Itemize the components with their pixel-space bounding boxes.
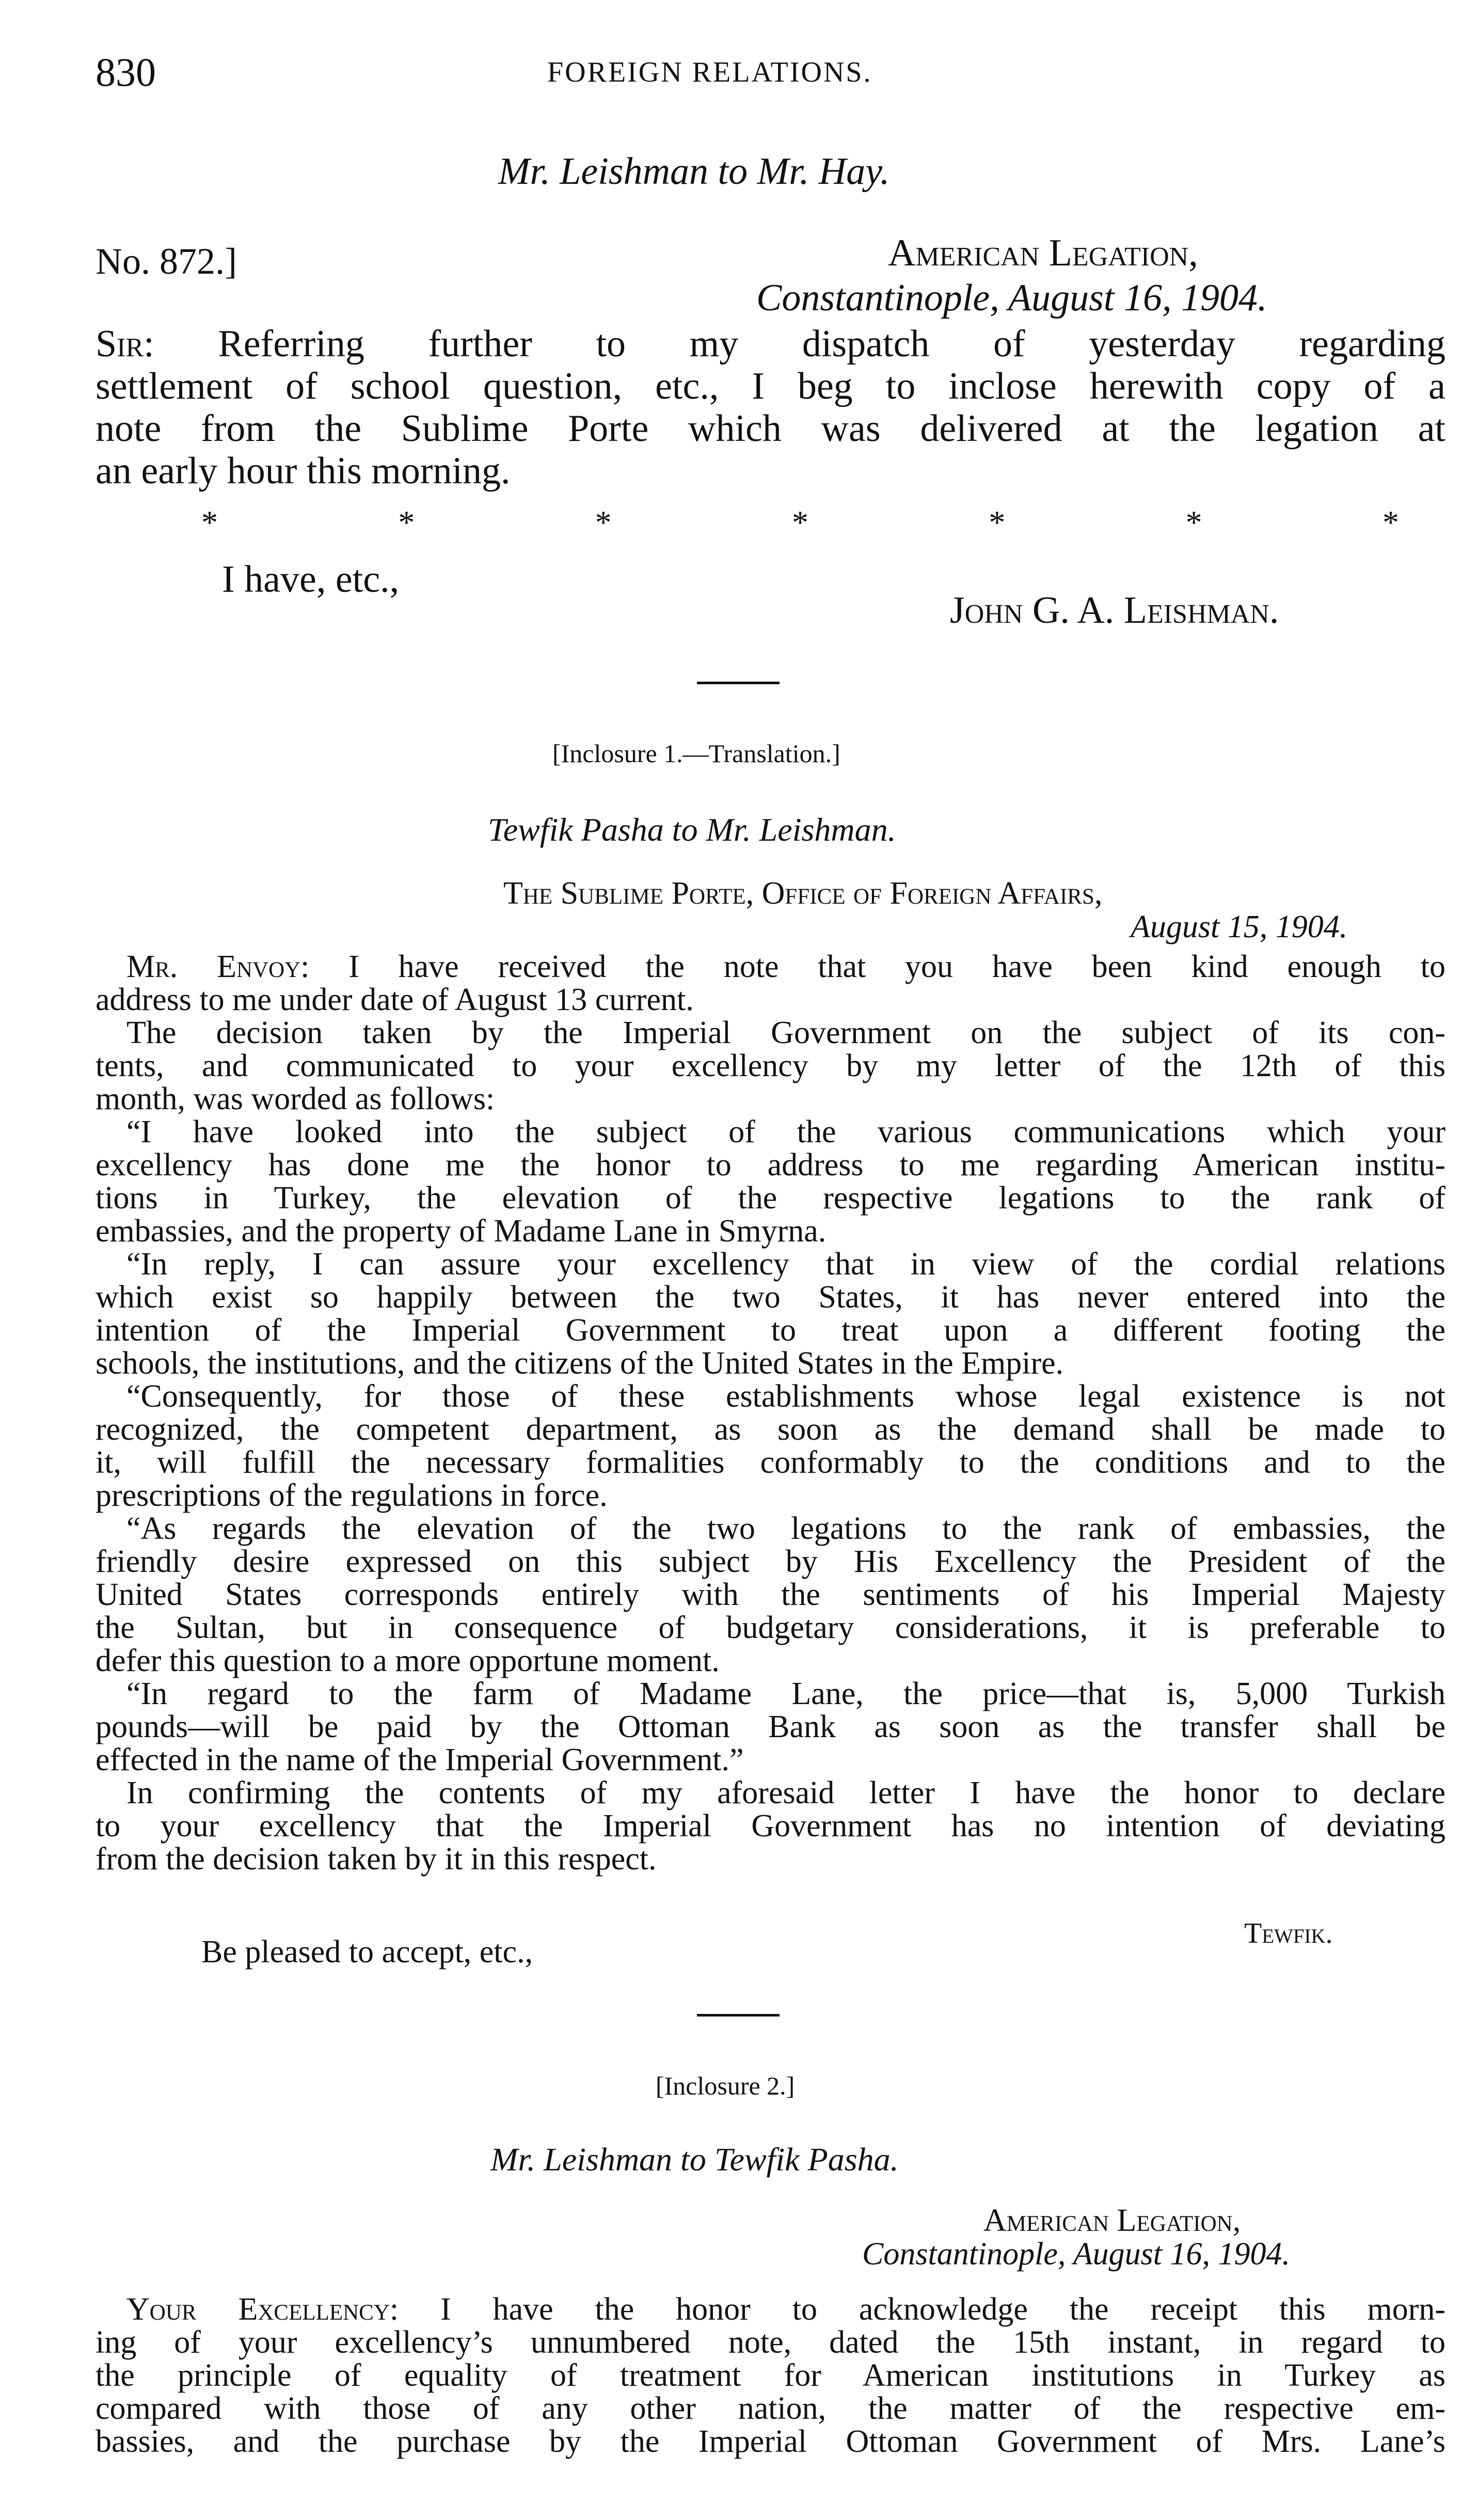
salutation: Mr. Envoy: <box>126 949 310 984</box>
body-line: schools, the institutions, and the citizens of the United States in the Empire. <box>96 1346 1064 1381</box>
closing: Be pleased to accept, etc., <box>201 1934 533 1970</box>
closing: I have, etc., <box>222 558 400 601</box>
star: * <box>398 504 415 541</box>
body-line: recognized, the competent department, as soon as the demand shall be made to <box>96 1412 1445 1447</box>
body-line: I have received the note that you have been kind enough to <box>348 949 1446 984</box>
body-line: pounds—will be paid by the Ottoman Bank as soon as the transfer shall be <box>96 1709 1445 1744</box>
body-line: embassies, and the property of Madame Lane in Smyrna. <box>96 1214 827 1249</box>
body-line: prescriptions of the regulations in force. <box>96 1478 608 1513</box>
body-line: “In reply, I can assure your excellency that in view of the cordial relations <box>126 1247 1445 1282</box>
body-line: “As regards the elevation of the two legations to the rank of embassies, the <box>126 1511 1445 1546</box>
body-line: In confirming the contents of my aforesaid letter I have the honor to declare <box>126 1775 1445 1810</box>
body-line: settlement of school question, etc., I beg to inclose herewith copy of a <box>96 365 1445 407</box>
inclosure-dateline: August 15, 1904. <box>1131 909 1348 944</box>
body-line: the principle of equality of treatment for American institutions in Turkey as <box>96 2358 1445 2393</box>
body-line: friendly desire expressed on this subject by His Excellency the President of the <box>96 1544 1445 1579</box>
body-line: “I have looked into the subject of the various communications which your <box>126 1114 1445 1149</box>
salutation: Sir: <box>96 323 154 365</box>
salutation: Your Excellency: <box>126 2292 399 2327</box>
dispatch-number: No. 872.] <box>96 241 237 282</box>
letter-heading: Mr. Leishman to Mr. Hay. <box>498 150 890 193</box>
porte-line: The Sublime Porte, Office of Foreign Affairs, <box>503 876 1103 911</box>
body-line: tions in Turkey, the elevation of the respective legations to the rank of <box>96 1180 1445 1216</box>
ellipsis-stars <box>201 503 1399 542</box>
star: * <box>201 504 218 541</box>
body-line: month, was worded as follows: <box>96 1081 495 1116</box>
body-line: to your excellency that the Imperial Government has no intention of deviating <box>96 1808 1445 1844</box>
legation-line: American Legation, <box>888 232 1198 274</box>
star: * <box>989 504 1006 541</box>
section-rule <box>697 2014 780 2017</box>
body-line: excellency has done me the honor to address to me regarding American institu- <box>96 1147 1445 1183</box>
inclosure-label: [Inclosure 2.] <box>656 2071 795 2100</box>
legation-line: American Legation, <box>983 2203 1241 2238</box>
inclosure-heading: Mr. Leishman to Tewfik Pasha. <box>490 2141 899 2178</box>
body-line: I have the honor to acknowledge the receipt this morn- <box>440 2292 1446 2327</box>
body-line: “Consequently, for those of these establishments whose legal existence is not <box>126 1379 1445 1414</box>
body-line: intention of the Imperial Government to treat upon a different footing the <box>96 1313 1445 1348</box>
star: * <box>1382 504 1399 541</box>
inclosure-body <box>96 950 1445 1876</box>
body-line: compared with those of any other nation, the matter of the respective em- <box>96 2391 1445 2426</box>
section-rule <box>697 682 780 684</box>
body-line: United States corresponds entirely with the sentiments of his Imperial Majesty <box>96 1577 1445 1612</box>
body-line: the Sultan, but in consequence of budgetary considerations, it is preferable to <box>96 1610 1445 1645</box>
signature: Tewfik. <box>1244 1917 1333 1949</box>
body-line: The decision taken by the Imperial Government on the subject of its con- <box>126 1015 1445 1050</box>
body-line: “In regard to the farm of Madame Lane, the price—that is, 5,000 Turkish <box>126 1676 1445 1711</box>
body-line: note from the Sublime Porte which was delivered at the legation at <box>96 407 1445 450</box>
body-line: bassies, and the purchase by the Imperial Ottoman Government of Mrs. Lane’s <box>96 2424 1445 2459</box>
inclosure-label: [Inclosure 1.—Translation.] <box>552 739 840 768</box>
body-line: tents, and communicated to your excellency by my letter of the 12th of this <box>96 1048 1445 1083</box>
body-line: effected in the name of the Imperial Government.” <box>96 1742 744 1777</box>
body-line: an early hour this morning. <box>96 450 511 492</box>
inclosure-body <box>96 2293 1445 2458</box>
body-line: address to me under date of August 13 current. <box>96 982 694 1017</box>
signature: John G. A. Leishman. <box>950 589 1279 632</box>
page-number: 830 <box>96 50 156 94</box>
star: * <box>791 504 808 541</box>
body-line: defer this question to a more opportune moment. <box>96 1643 720 1678</box>
body-line: Referring further to my dispatch of yesterday regarding <box>218 323 1445 365</box>
inclosure-dateline: Constantinople, August 16, 1904. <box>862 2236 1291 2272</box>
inclosure-heading: Tewfik Pasha to Mr. Leishman. <box>488 811 896 848</box>
body-line: from the decision taken by it in this respect. <box>96 1841 657 1877</box>
body-line: it, will fulfill the necessary formalities conformably to the conditions and to the <box>96 1445 1445 1480</box>
running-title: FOREIGN RELATIONS. <box>547 56 872 88</box>
body-line: which exist so happily between the two States, it has never entered into the <box>96 1280 1445 1315</box>
star: * <box>595 504 612 541</box>
star: * <box>1185 504 1202 541</box>
body-line: ing of your excellency’s unnumbered note, dated the 15th instant, in regard to <box>96 2325 1445 2360</box>
letter-body <box>96 323 1445 492</box>
dateline: Constantinople, August 16, 1904. <box>756 277 1267 319</box>
